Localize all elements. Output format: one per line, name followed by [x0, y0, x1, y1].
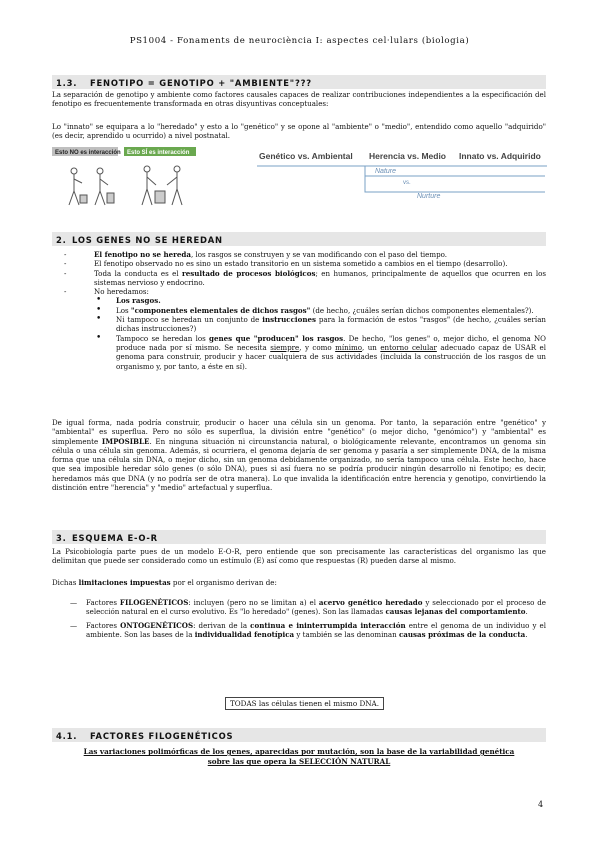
list-item: • Tampoco se heredan los genes que "producen" los rasgos. De hecho, "los genes" o, mejor dicho, el genoma NO produce nada por sí mismo. Se necesita siempre, y como mínimo, un entorno celular adecuado capaz de USAR el genoma para construir, producir y hacer cualquiera de sus actividades (incluida la construcción de los rasgos de un organismo y, por tanto, a éste en sí).: [94, 334, 546, 371]
label-genetico-ambiental: Genético vs. Ambiental: [259, 151, 353, 161]
page-number: 4: [538, 800, 544, 809]
section-header-3: [52, 530, 546, 544]
section-number: 4.1.: [56, 731, 78, 741]
label-nurture: Nurture: [417, 193, 441, 200]
paragraph-limitaciones: Dichas limitaciones impuestas por el organismo derivan de:: [52, 578, 277, 587]
label-nature: Nature: [375, 168, 397, 175]
section-number: 3.: [56, 533, 67, 543]
section-header-2: [52, 232, 546, 246]
list-item: • Ni tampoco se heredan un conjunto de instrucciones para la formación de estos "rasgos" (de hecho, ¿cuáles serían dichas instrucciones?): [94, 315, 546, 334]
section-header-4-1: [52, 728, 546, 742]
dna-note-box: TODAS las células tienen el mismo DNA.: [225, 697, 384, 710]
list-item: - El fenotipo no se hereda, los rasgos se construyen y se van modificando con el paso del tiempo.: [52, 250, 546, 259]
list-item: • Los rasgos.: [94, 296, 546, 305]
factors-list: [70, 598, 546, 643]
figure-no-interaction-drawing: [69, 168, 114, 205]
label-herencia-medio: Herencia vs. Medio: [369, 151, 447, 161]
sub-list: [94, 296, 546, 370]
figure-si-interaction-drawing: [142, 166, 182, 205]
list-item: - El fenotipo observado no es sino un estado transitorio en un sistema sometido a cambios en el tiempo (desarrollo).: [52, 259, 546, 268]
section-title: LOS GENES NO SE HEREDAN: [72, 235, 223, 245]
section-title: FENOTIPO = GENOTIPO + "AMBIENTE"???: [90, 78, 312, 88]
list-item: - No heredamos: • Los rasgos. • Los "componentes elementales de dichos rasgos" (de hecho, ¿cuáles serían dichos componentes elementales?). • Ni tampoco se heredan un conjunto de instrucciones para la formación de estos "rasgos" (de hecho, ¿cuáles serían dichas instrucciones?) • Tampoco se heredan los genes que "producen" los rasgos. De hecho, "los genes" o, mejor dicho, el genoma NO produce nada por sí mismo. Se necesita siempre, y como mínimo, un entorno celular adecuado capaz de USAR el genoma para construir, producir y hacer cualquiera de sus actividades (incluida la construcción de los rasgos de un organismo y, por tanto, a éste en sí).: [52, 287, 546, 371]
label-si-interaction: Esto SÍ es interacción: [127, 150, 190, 156]
label-no-interaction: Esto NO es interacción: [55, 150, 121, 156]
interaction-figure: [52, 147, 202, 211]
label-vs: vs.: [403, 180, 411, 186]
section-title: FACTORES FILOGENÉTICOS: [90, 731, 234, 741]
section-number: 2.: [56, 235, 67, 245]
list-item: — Factores ONTOGENÉTICOS: derivan de la continua e ininterrumpida interacción entre el genoma de un individuo y el ambiente. Son las bases de la individualidad fenotípica y también se las denominan causas próximas de la conducta.: [70, 621, 546, 640]
page-header: PS1004 - Fonaments de neurociència I: aspectes cel·lulars (biologia): [129, 36, 470, 46]
list-item: - Toda la conducta es el resultado de procesos biológicos; en humanos, principalmente de aquellos que ocurren en los sistemas nervioso y endocrino.: [52, 269, 546, 288]
list-item: • Los "componentes elementales de dichos rasgos" (de hecho, ¿cuáles serían dichos componentes elementales?).: [94, 306, 546, 315]
paragraph-separation: La separación de genotipo y ambiente como factores causales capaces de realizar contribuciones independientes a la especificación del fenotipo es frecuentemente transformada en otras disyuntivas conceptuales:: [52, 90, 546, 109]
selection-statement: sobre las que opera la SELECCIÓN NATURAL: [207, 757, 391, 766]
paragraph-eor: La Psicobiología parte pues de un modelo E-O-R, pero entiende que son precisamente las características del organismo las que delimitan que puede ser considerado como un estímulo (E) así como que respuestas (R) pueden darse al mismo.: [52, 547, 546, 566]
paragraph-innato: Lo "innato" se equipara a lo "heredado" y esto a lo "genético" y se opone al "ambiente" o "medio", entendido como aquello "adquirido" (es decir, aprendido u ocurrido) a nivel postnatal.: [52, 122, 546, 141]
section-title: ESQUEMA E-O-R: [72, 533, 158, 543]
section-header-1-3: [52, 75, 546, 89]
list-item: — Factores FILOGENÉTICOS: incluyen (pero no se limitan a) el acervo genético heredado y seleccionado por el proceso de selección natural en el curso evolutivo. Es "lo heredado" (genes). Son las llamadas causas lejanas del comportamiento.: [70, 598, 546, 617]
genes-list: [52, 250, 546, 371]
paragraph-imposible: De igual forma, nada podría construir, producir o hacer una célula sin un genoma. Por tanto, la separación entre "genético" y "ambiental" es superflua. Pero no sólo es superflua, la división entre "genético" (o mejor dicho, "genómico") y "ambiental" es simplemente IMPOSIBLE. En ninguna situación ni circunstancia natural, o biológicamente relevante, encontramos un genoma sin célula o una célula sin genoma. Además, si ocurriera, el genoma dejaría de ser genoma y pasaría a ser simplemente DNA, de la misma forma que una célula sin DNA, o mejor dicho, sin un genoma debidamente organizado, no sería tampoco una célula. Este hecho, hace que sea imposible heredar sólo genes (o sólo DNA), pues si así fuera no se podría producir ningún desarrollo ni fenotipo; es decir, heredamos más que DNA (y no podría ser de otra manera). Lo que invalida la identificación entre herencia y genotipo, convirtiendo la distinción entre "herencia" y "medio" artefactual y superflua.: [52, 418, 546, 493]
variation-statement: Las variaciones polimórficas de los genes, aparecidas por mutación, son la base de la variabilidad genética: [83, 747, 515, 756]
label-innato-adquirido: Innato vs. Adquirido: [459, 151, 541, 161]
nature-nurture-figure: [255, 148, 547, 202]
section-number: 1.3.: [56, 78, 78, 88]
